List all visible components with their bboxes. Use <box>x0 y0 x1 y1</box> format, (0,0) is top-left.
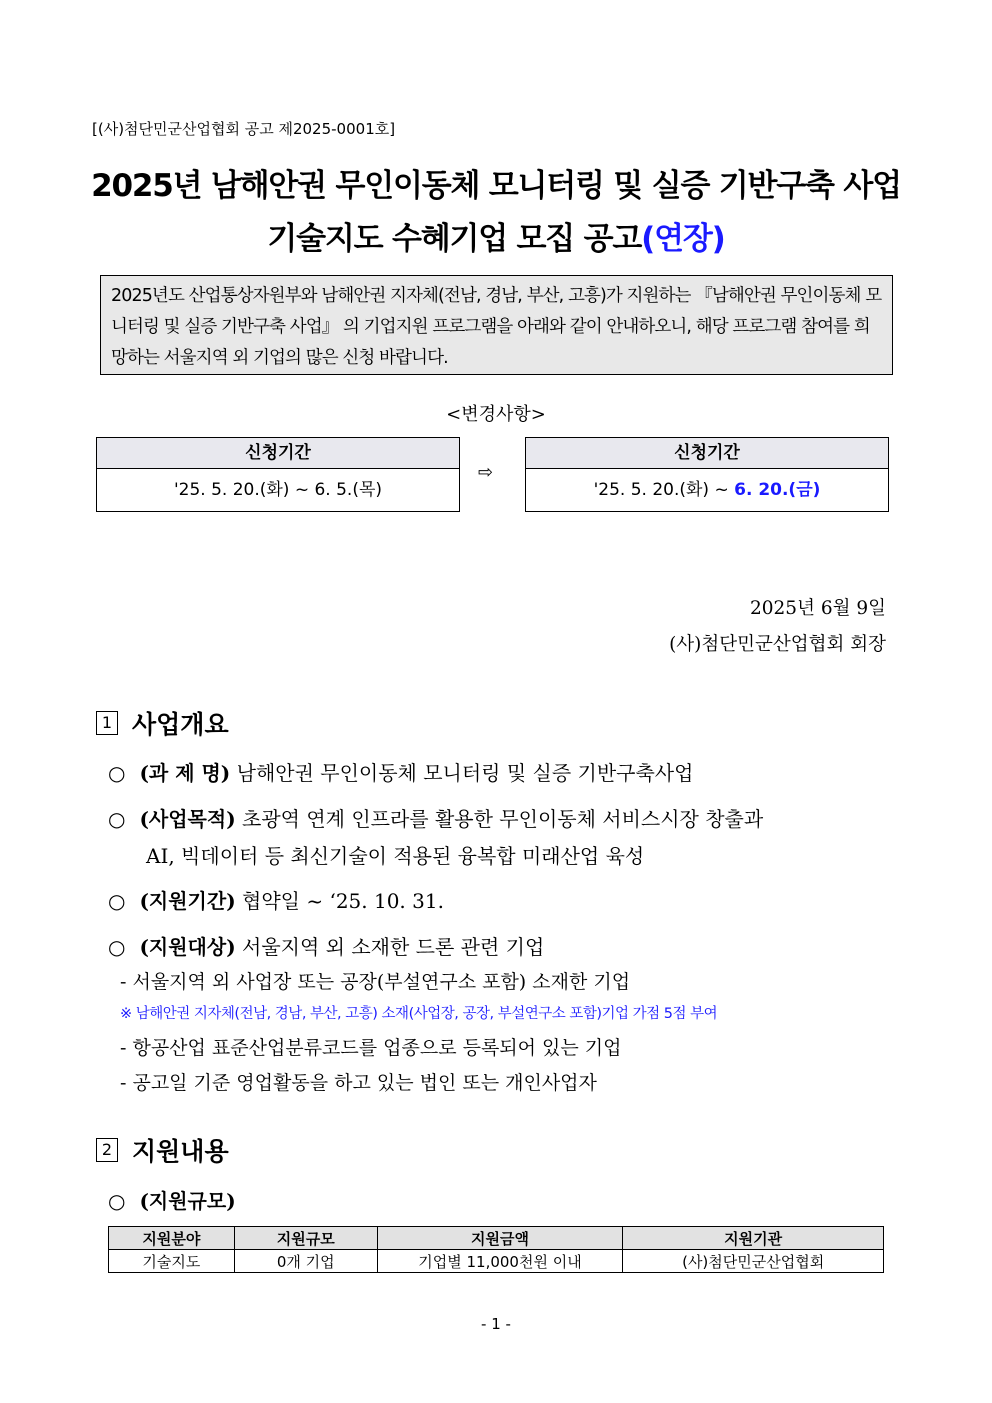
list-item: ○ (지원대상) 서울지역 외 소재한 드론 관련 기업 <box>108 935 545 959</box>
title-line-2 <box>0 213 992 258</box>
circle-bullet-icon: ○ <box>108 889 126 913</box>
announcement-date: 2025년 6월 9일 <box>750 598 886 619</box>
period-after-end: 6. 20.(금) <box>734 480 821 500</box>
section-2-heading <box>96 1132 229 1168</box>
list-item: ○ (과 제 명) 남해안권 무인이동체 모니터링 및 실증 기반구축사업 <box>108 761 694 785</box>
sub-item: - 공고일 기준 영업활동을 하고 있는 법인 또는 개인사업자 <box>120 1072 597 1094</box>
table-cell: 기술지도 <box>109 1250 235 1273</box>
circle-bullet-icon: ○ <box>108 935 126 959</box>
table-header-row <box>109 1227 884 1250</box>
section-2-title: 지원내용 <box>132 1137 229 1166</box>
support-table <box>108 1226 884 1273</box>
table-header: 지원기관 <box>623 1227 884 1250</box>
list-item: ○ (지원기간) 협약일 ~ ‘25. 10. 31. <box>108 889 444 913</box>
period-after-value <box>526 469 888 511</box>
period-before-box <box>96 437 460 512</box>
table-header: 지원분야 <box>109 1227 235 1250</box>
bonus-note: ※ 남해안권 지자체(전남, 경남, 부산, 고흥) 소재(사업장, 공장, 부설연구소 포함)기업 가점 5점 부여 <box>120 1006 718 1022</box>
notice-number: [(사)첨단민군산업협회 공고 제2025-0001호] <box>92 120 396 138</box>
section-1-heading <box>96 705 229 741</box>
list-item: ○ (사업목적) 초광역 연계 인프라를 활용한 무인이동체 서비스시장 창출과 <box>108 807 764 831</box>
period-before-value: '25. 5. 20.(화) ~ 6. 5.(목) <box>173 480 383 500</box>
circle-bullet-icon: ○ <box>108 761 126 785</box>
period-before-header: 신청기간 <box>97 438 459 469</box>
section-1-title: 사업개요 <box>132 710 229 739</box>
period-after-start: '25. 5. 20.(화) ~ <box>593 480 729 500</box>
table-header: 지원금액 <box>377 1227 623 1250</box>
arrow-icon: ⇨ <box>478 462 494 483</box>
title-main: 기술지도 수혜기업 모집 공고 <box>267 221 642 257</box>
section-1-number: 1 <box>96 711 118 735</box>
summary-box: 2025년도 산업통상자원부와 남해안권 지자체(전남, 경남, 부산, 고흥)가 지원하는 『남해안권 무인이동체 모니터링 및 실증 기반구축 사업』 의 기업지원 프로그램을 아래와 같이 안내하오니, 해당 프로그램 참여를 희망하는 서울지역 외 기업의 많은 신청 바랍니다. <box>100 275 893 375</box>
list-item: ○ (지원규모) <box>108 1189 236 1213</box>
circle-bullet-icon: ○ <box>108 1189 126 1213</box>
sub-item: - 항공산업 표준산업분류코드를 업종으로 등록되어 있는 기업 <box>120 1037 622 1059</box>
table-cell: 기업별 11,000천원 이내 <box>377 1250 623 1273</box>
page-number: - 1 - <box>481 1315 511 1333</box>
title-extension-tag: (연장) <box>641 221 725 257</box>
period-after-header: 신청기간 <box>526 438 888 469</box>
table-cell: (사)첨단민군산업협회 <box>623 1250 884 1273</box>
title-line-1: 2025년 남해안권 무인이동체 모니터링 및 실증 기반구축 사업 <box>91 168 901 204</box>
circle-bullet-icon: ○ <box>108 807 126 831</box>
table-row <box>109 1250 884 1273</box>
period-after-box <box>525 437 889 512</box>
table-cell: 0개 기업 <box>234 1250 377 1273</box>
organization-signature: (사)첨단민군산업협회 회장 <box>669 634 886 655</box>
list-item-continuation: AI, 빅데이터 등 최신기술이 적용된 융복합 미래산업 육성 <box>146 844 645 868</box>
table-header: 지원규모 <box>234 1227 377 1250</box>
section-2-number: 2 <box>96 1138 118 1162</box>
changes-label: <변경사항> <box>446 404 546 425</box>
sub-item: - 서울지역 외 사업장 또는 공장(부설연구소 포함) 소재한 기업 <box>120 971 631 993</box>
